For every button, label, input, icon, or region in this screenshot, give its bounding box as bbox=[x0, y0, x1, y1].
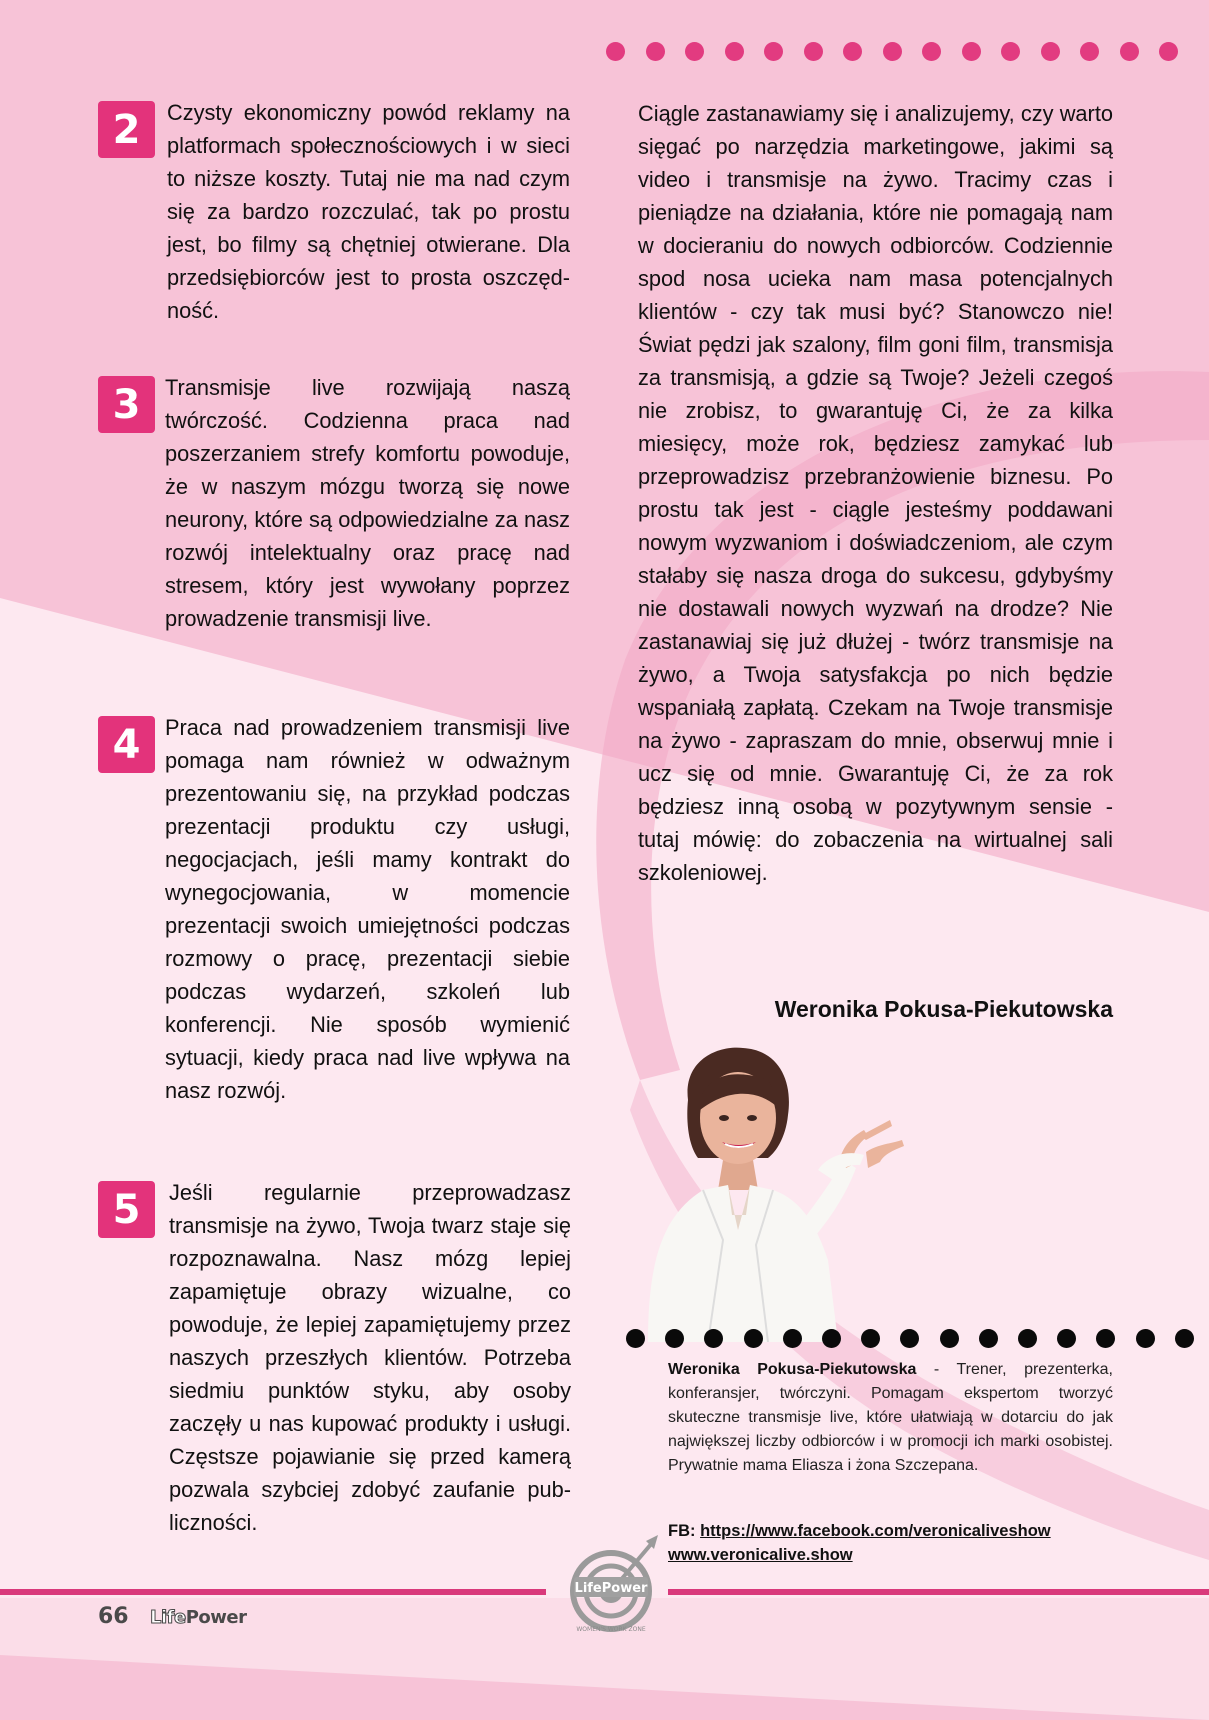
bio-dot-divider bbox=[626, 1329, 1194, 1348]
website-link[interactable]: www.veronicalive.show bbox=[668, 1546, 853, 1564]
point-text: Czysty ekonomiczny powód reklamy na platformach społecznościowych i w sieci to niższe koszty. Tutaj nie ma nad czym się za bardzo rozczulać, tak po prostu jest, bo filmy są chętniej otwierane. Dla przedsiębiorców jest to prosta oszczędność. bbox=[167, 100, 570, 323]
footer-rule-left bbox=[0, 1589, 546, 1595]
point-text: Transmisje live rozwijają naszą twórczość. Codzienna praca nad poszerzaniem strefy komfortu powoduje, że w naszym mózgu tworzą się nowe neurony, które są odpowiedzialne za nasz rozwój intelektualny oraz pracę nad stresem, który jest wywołany poprzez prowadzenie transmisji live. bbox=[165, 375, 570, 631]
page-number: 66 bbox=[98, 1604, 129, 1629]
facebook-link[interactable]: https://www.facebook.com/veronicaliveshow bbox=[700, 1522, 1051, 1540]
emblem-subtext: WOMEN'S WORK ZONE bbox=[576, 1626, 646, 1633]
article-conclusion: Ciągle zastanawiamy się i analizujemy, czy warto sięgać po narzędzia marketingowe, jakimi są video i transmisje na żywo. Tracimy czas i pieniądze na działania, które nie pomagają nam w docieraniu do nowych odbiorców. Codziennie spod nosa ucieka nam masa potencjalnych klientów - czy tak musi być? Stanowczo nie! Świat pędzi jak szalony, film goni film, transmisja za transmisją, a gdzie są Twoje? Jeżeli czegoś nie zrobisz, to gwarantuję Ci, że za kilka miesięcy, może rok, będziesz zamykać lub przeprowadzisz przebranżowienie biznesu. Po prostu tak jest - ciągle jesteśmy poddawani nowym wyzwaniom i doświadczeniom, ale czym stałaby się nasza droga do sukcesu, gdybyśmy nie dostawali nowych wyzwań na drodze? Nie zastanawiaj się już dłużej - twórz transmisje na żywo, a Twoja satysfakcja po nich będzie wspaniałą zapłatą. Czekam na Twoje transmisje na żywo - zapraszam do mnie, obserwuj mnie i ucz się od mnie. Gwarantuję Ci, że za rok będziesz inną osobą w pozytywnym sensie - tutaj mówię: do zobaczenia na wirtualnej sali szkoleniowej. bbox=[638, 101, 1113, 885]
point-number-badge: 2 bbox=[98, 101, 155, 158]
point-text: Jeśli regularnie przeprowadzasz transmisje na żywo, Twoja twarz staje się rozpoznawalna. Nasz mózg lepiej zapamiętuje obrazy wizualne, co powoduje, że lepiej zapamiętujemy przez naszych przeszłych klientów. Potrzeba siedmiu punktów styku, aby osoby zaczęły u nas kupować produkty i usługi. Częstsze pojawianie się przed kamerą pozwala szybciej zdobyć zaufanie publiczności. bbox=[169, 1180, 571, 1535]
author-links bbox=[668, 1519, 1051, 1567]
lifepower-emblem-logo bbox=[556, 1533, 666, 1633]
author-bio-text: - Trener, prezenterka, konferansjer, twórczyni. Pomagam ekspertom tworzyć skuteczne transmisje live, które ułatwiają w dotarciu do jak największej liczby odbiorców i w promocji ich marki osobistej. Prywatnie mama Eliasza i żona Szczepana. bbox=[668, 1361, 1113, 1474]
point-number-badge: 4 bbox=[98, 716, 155, 773]
author-signature: Weronika Pokusa-Piekutowska bbox=[774, 996, 1113, 1022]
author-bio bbox=[668, 1358, 1113, 1478]
top-dot-divider bbox=[606, 42, 1178, 61]
author-bio-name: Weronika Pokusa-Piekutowska bbox=[668, 1361, 917, 1378]
point-text: Praca nad prowadzeniem transmisji live pomaga nam również w odważnym prezentowaniu się, na przykład podczas prezentacji produktu czy usługi, negocjacjach, jeśli mamy kontrakt do wynegocjowania, w momencie prezentacji swoich umiejętności podczas rozmowy o pracę, prezentacji siebie podczas wydarzeń, szkoleń lub konferencji. Nie sposób wymienić sytuacji, kiedy praca nad live wpływa na nasz rozwój. bbox=[165, 715, 570, 1103]
footer-rule-right bbox=[668, 1589, 1209, 1595]
facebook-label: FB: bbox=[668, 1522, 701, 1540]
point-number-badge: 3 bbox=[98, 376, 155, 433]
footer-brand-logo bbox=[150, 1607, 246, 1628]
emblem-text: LifePower bbox=[574, 1581, 648, 1596]
point-number-badge: 5 bbox=[98, 1181, 155, 1238]
footer-brand-life: Life bbox=[150, 1607, 186, 1628]
author-photo bbox=[628, 1040, 928, 1342]
footer-brand-power: Power bbox=[185, 1607, 247, 1628]
